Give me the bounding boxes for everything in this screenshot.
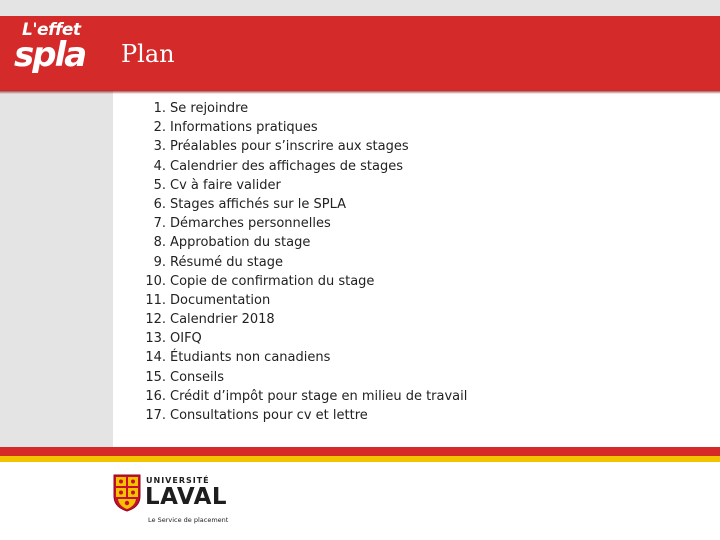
plan-item-number: 11. (145, 292, 166, 308)
plan-item-text: Conseils (170, 369, 225, 385)
plan-item-number: 14. (145, 350, 166, 366)
service-name: Le Service de placement (148, 516, 229, 524)
plan-item-number: 6. (153, 196, 166, 212)
plan-item-number: 13. (145, 331, 166, 347)
plan-item-text: Résumé du stage (170, 254, 283, 270)
slide-title: Plan (121, 40, 175, 68)
plan-item-text: Stages affichés sur le SPLA (170, 196, 347, 212)
plan-item-number: 10. (145, 273, 166, 289)
header-band (0, 16, 720, 90)
logo-text-main: spla (14, 35, 86, 75)
plan-item-text: Calendrier 2018 (170, 312, 275, 328)
plan-item-text: Démarches personnelles (170, 216, 331, 232)
plan-item-text: Cv à faire valider (170, 177, 281, 193)
plan-item-number: 7. (153, 216, 166, 232)
plan-item-number: 15. (145, 369, 166, 385)
plan-item-text: Se rejoindre (170, 101, 249, 116)
university-label: UNIVERSITÉ (146, 476, 210, 485)
university-name: LAVAL (145, 484, 228, 510)
plan-item-text: Documentation (170, 292, 271, 308)
logo-text-top: L'effet (22, 20, 81, 40)
university-crest-icon (113, 474, 141, 512)
top-strip (113, 0, 720, 16)
plan-item-number: 17. (145, 408, 166, 423)
plan-item-text: Crédit d’impôt pour stage en milieu de travail (170, 388, 468, 404)
plan-item-text: Étudiants non canadiens (170, 350, 331, 366)
plan-item-number: 4. (153, 158, 166, 174)
plan-item-text: Préalables pour s’inscrire aux stages (170, 139, 409, 155)
plan-item-text: Copie de confirmation du stage (170, 273, 375, 289)
footer-red-bar (0, 447, 720, 456)
plan-item-text: Consultations pour cv et lettre (170, 408, 368, 423)
plan-item-number: 9. (153, 254, 166, 270)
plan-item-number: 5. (153, 177, 166, 193)
plan-item-number: 8. (153, 235, 166, 251)
plan-item-number: 3. (153, 139, 166, 155)
effet-spla-logo (14, 20, 94, 82)
plan-item-number: 16. (145, 388, 166, 404)
plan-item-number: 2. (153, 120, 166, 136)
plan-item-number: 1. (153, 101, 166, 116)
footer-gold-bar (0, 456, 720, 462)
plan-item-number: 12. (145, 312, 166, 328)
plan-item-text: Calendrier des affichages de stages (170, 158, 404, 174)
plan-item-text: OIFQ (170, 331, 202, 347)
universite-laval-logo (113, 474, 233, 526)
plan-item-text: Informations pratiques (170, 120, 318, 136)
plan-item-text: Approbation du stage (170, 235, 311, 251)
header-shadow (0, 90, 720, 94)
